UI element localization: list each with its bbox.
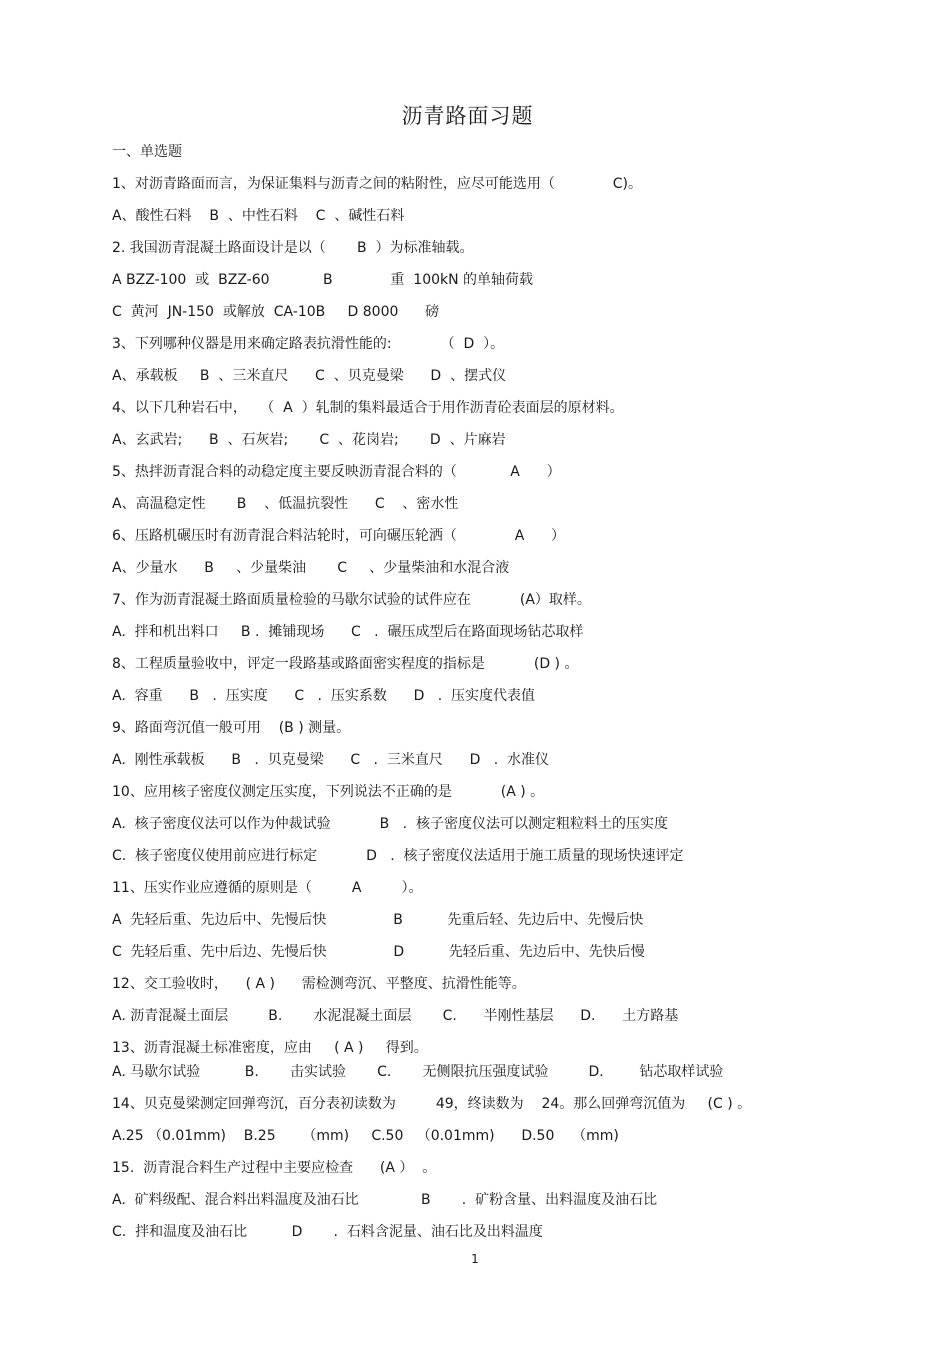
- question-line: 9、路面弯沉值一般可用 (B ) 测量。: [112, 720, 351, 736]
- question-line: 2. 我国沥青混凝土路面设计是以（ B ）为标准轴载。: [112, 240, 474, 256]
- option-line: A. 容重 B . 压实度 C . 压实系数 D . 压实度代表值: [112, 688, 536, 704]
- question-line: 4、以下几种岩石中， （ A ）轧制的集料最适合于用作沥青砼表面层的原材料。: [112, 400, 624, 416]
- option-line: A. 沥青混凝土面层 B. 水泥混凝土面层 C. 半刚性基层 D. 土方路基: [112, 1008, 679, 1024]
- question-line: 13、沥青混凝土标准密度，应由 ( A ) 得到。: [112, 1040, 428, 1056]
- option-line: A. 核子密度仪法可以作为仲裁试验 B . 核子密度仪法可以测定粗粒料土的压实度: [112, 816, 668, 832]
- option-line: A、少量水 B 、少量柴油 C 、少量柴油和水混合液: [112, 560, 510, 576]
- question-line: 1、对沥青路面而言，为保证集料与沥青之间的粘附性，应尽可能选用（ C)。: [112, 176, 642, 192]
- document-title: 沥青路面习题: [401, 104, 534, 128]
- option-line: A.25 （0.01mm) B.25 （mm) C.50 （0.01mm) D.50 （mm): [112, 1128, 619, 1144]
- question-line: 7、作为沥青混凝土路面质量检验的马歇尔试验的试件应在 (A）取样。: [112, 592, 591, 608]
- option-line: C. 核子密度仪使用前应进行标定 D . 核子密度仪法适用于施工质量的现场快速评定: [112, 848, 684, 864]
- option-line: C 黄河 JN-150 或解放 CA-10B D 8000 磅: [112, 304, 440, 320]
- question-line: 5、热拌沥青混合料的动稳定度主要反映沥青混合料的（ A ）: [112, 464, 561, 480]
- question-line: 15. 沥青混合料生产过程中主要应检查 (A ） 。: [112, 1160, 437, 1176]
- option-line: A、承载板 B 、三米直尺 C 、贝克曼梁 D 、摆式仪: [112, 368, 507, 384]
- option-line: A、酸性石料 B 、中性石料 C 、碱性石料: [112, 208, 405, 224]
- option-line: A. 矿料级配、混合料出料温度及油石比 B . 矿粉含量、出料温度及油石比: [112, 1192, 658, 1208]
- option-line: A 先轻后重、先边后中、先慢后快 B 先重后轻、先边后中、先慢后快: [112, 912, 644, 928]
- question-line: 6、压路机碾压时有沥青混合料沾轮时，可向碾压轮洒（ A ）: [112, 528, 566, 544]
- question-line: 8、工程质量验收中，评定一段路基或路面密实程度的指标是 (D ) 。: [112, 656, 579, 672]
- option-line: A、玄武岩; B 、石灰岩; C 、花岗岩; D 、片麻岩: [112, 432, 506, 448]
- option-line: A. 拌和机出料口 B . 摊铺现场 C . 碾压成型后在路面现场钻芯取样: [112, 624, 584, 640]
- option-line: A. 刚性承载板 B . 贝克曼梁 C . 三米直尺 D . 水准仪: [112, 752, 550, 768]
- option-line: C 先轻后重、先中后边、先慢后快 D 先轻后重、先边后中、先快后慢: [112, 944, 645, 960]
- question-line: 14、贝克曼梁测定回弹弯沉，百分表初读数为 49，终读数为 24。那么回弹弯沉值为 (C ) 。: [112, 1096, 752, 1112]
- question-line: 10、应用核子密度仪测定压实度，下列说法不正确的是 (A ) 。: [112, 784, 545, 800]
- question-line: 3、下列哪种仪器是用来确定路表抗滑性能的: （ D ）。: [112, 336, 505, 352]
- option-line: A. 马歇尔试验 B. 击实试验 C. 无侧限抗压强度试验 D. 钻芯取样试验: [112, 1064, 724, 1080]
- section-heading: 一、单选题: [112, 144, 182, 160]
- question-line: 12、交工验收时， ( A ) 需检测弯沉、平整度、抗滑性能等。: [112, 976, 526, 992]
- page-number: 1: [471, 1252, 479, 1266]
- option-line: C. 拌和温度及油石比 D . 石料含泥量、油石比及出料温度: [112, 1224, 543, 1240]
- option-line: A BZZ-100 或 BZZ-60 B 重 100kN 的单轴荷载: [112, 272, 534, 288]
- option-line: A、高温稳定性 B 、低温抗裂性 C 、密水性: [112, 496, 459, 512]
- question-line: 11、压实作业应遵循的原则是（ A ）。: [112, 880, 423, 896]
